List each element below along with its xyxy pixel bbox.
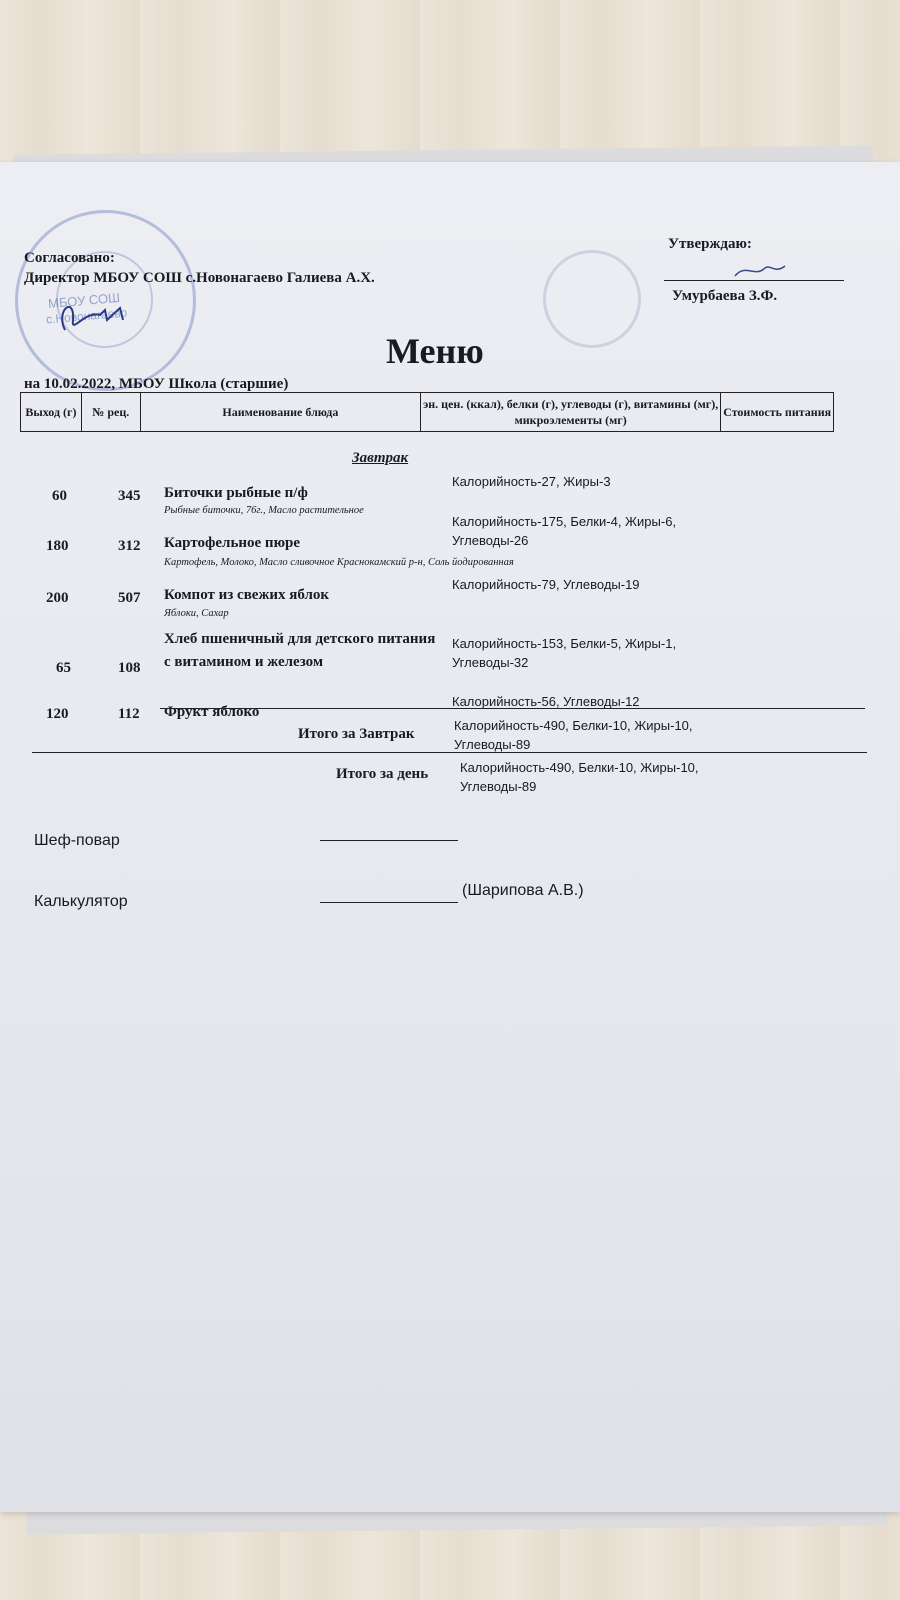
table-row-nutrition: Калорийность-27, Жиры-3 — [452, 474, 611, 489]
table-row-ingredients: Рыбные биточки, 76г., Масло растительное — [164, 505, 364, 516]
table-row-nutrition: Калорийность-175, Белки-4, Жиры-6, Углеводы-26 — [452, 514, 677, 548]
day-total-label: Итого за день — [336, 766, 429, 782]
table-row-dish: Биточки рыбные п/ф — [164, 485, 308, 501]
row-divider — [160, 708, 865, 709]
faded-stamp — [543, 250, 641, 348]
calculator-signature-line — [320, 902, 458, 903]
stamp-text-2: с.Новонагаево — [45, 305, 128, 327]
table-row-recipe: 507 — [118, 590, 141, 606]
table-row-dish: Хлеб пшеничный для детского питания с витамином и железом — [164, 631, 436, 670]
approver-signature — [730, 258, 800, 282]
table-row-recipe: 345 — [118, 488, 141, 504]
table-row-output: 60 — [52, 488, 67, 504]
col-cost-header: Стоимость питания — [723, 405, 832, 419]
calculator-name: (Шарипова А.В.) — [462, 882, 584, 899]
table-row-output: 180 — [46, 538, 69, 554]
table-row-dish: Компот из свежих яблок — [164, 587, 330, 603]
table-row-recipe: 312 — [118, 538, 141, 554]
chef-signature-line — [320, 840, 458, 841]
approve-label: Утверждаю: — [668, 236, 752, 252]
breakfast-total-value: Калорийность-490, Белки-10, Жиры-10, Углеводы-89 — [454, 718, 693, 752]
table-row-recipe: 108 — [118, 660, 141, 676]
chef-label: Шеф-повар — [34, 832, 120, 849]
table-row-output: 120 — [46, 706, 69, 722]
col-output-header: Выход (г) — [21, 393, 82, 431]
meal-title: Завтрак — [352, 450, 409, 466]
calculator-label: Калькулятор — [34, 893, 128, 910]
table-row-nutrition: Калорийность-79, Углеводы-19 — [452, 577, 640, 592]
director-signature — [45, 290, 155, 340]
day-total-value: Калорийность-490, Белки-10, Жиры-10, Углеводы-89 — [460, 760, 699, 794]
col-name-header: Наименование блюда — [141, 393, 421, 431]
table-row-output: 65 — [56, 660, 71, 676]
table-header — [20, 392, 834, 432]
menu-subtitle: на 10.02.2022, МБОУ Школа (старшие) — [24, 376, 289, 392]
table-row-nutrition: Калорийность-153, Белки-5, Жиры-1, Углеводы-32 — [452, 636, 677, 670]
table-row-output: 200 — [46, 590, 69, 606]
table-row-dish: Фрукт яблоко — [164, 704, 260, 720]
stamp-text-1: МБОУ СОШ — [47, 289, 121, 312]
table-row-ingredients: Яблоки, Сахар — [164, 608, 229, 619]
breakfast-total-label: Итого за Завтрак — [298, 726, 415, 742]
director-line: Директор МБОУ СОШ с.Новонагаево Галиева А.Х. — [24, 270, 375, 286]
table-row-dish: Картофельное пюре — [164, 535, 301, 551]
table-row-nutrition: Калорийность-56, Углеводы-12 — [452, 694, 640, 709]
approver-name: Умурбаева З.Ф. — [672, 288, 778, 304]
totals-divider — [32, 752, 867, 753]
col-nutrition-header: эн. цен. (ккал), белки (г), углеводы (г), витамины (мг), микроэлементы (мг) — [421, 393, 721, 431]
page-title: Меню — [386, 331, 484, 371]
table-row-ingredients: Картофель, Молоко, Масло сливочное Краснокамский р-н, Соль йодированная — [164, 557, 514, 568]
col-recipe-header: № рец. — [82, 393, 141, 431]
table-row-recipe: 112 — [118, 706, 140, 722]
agreed-label: Согласовано: — [24, 250, 115, 266]
